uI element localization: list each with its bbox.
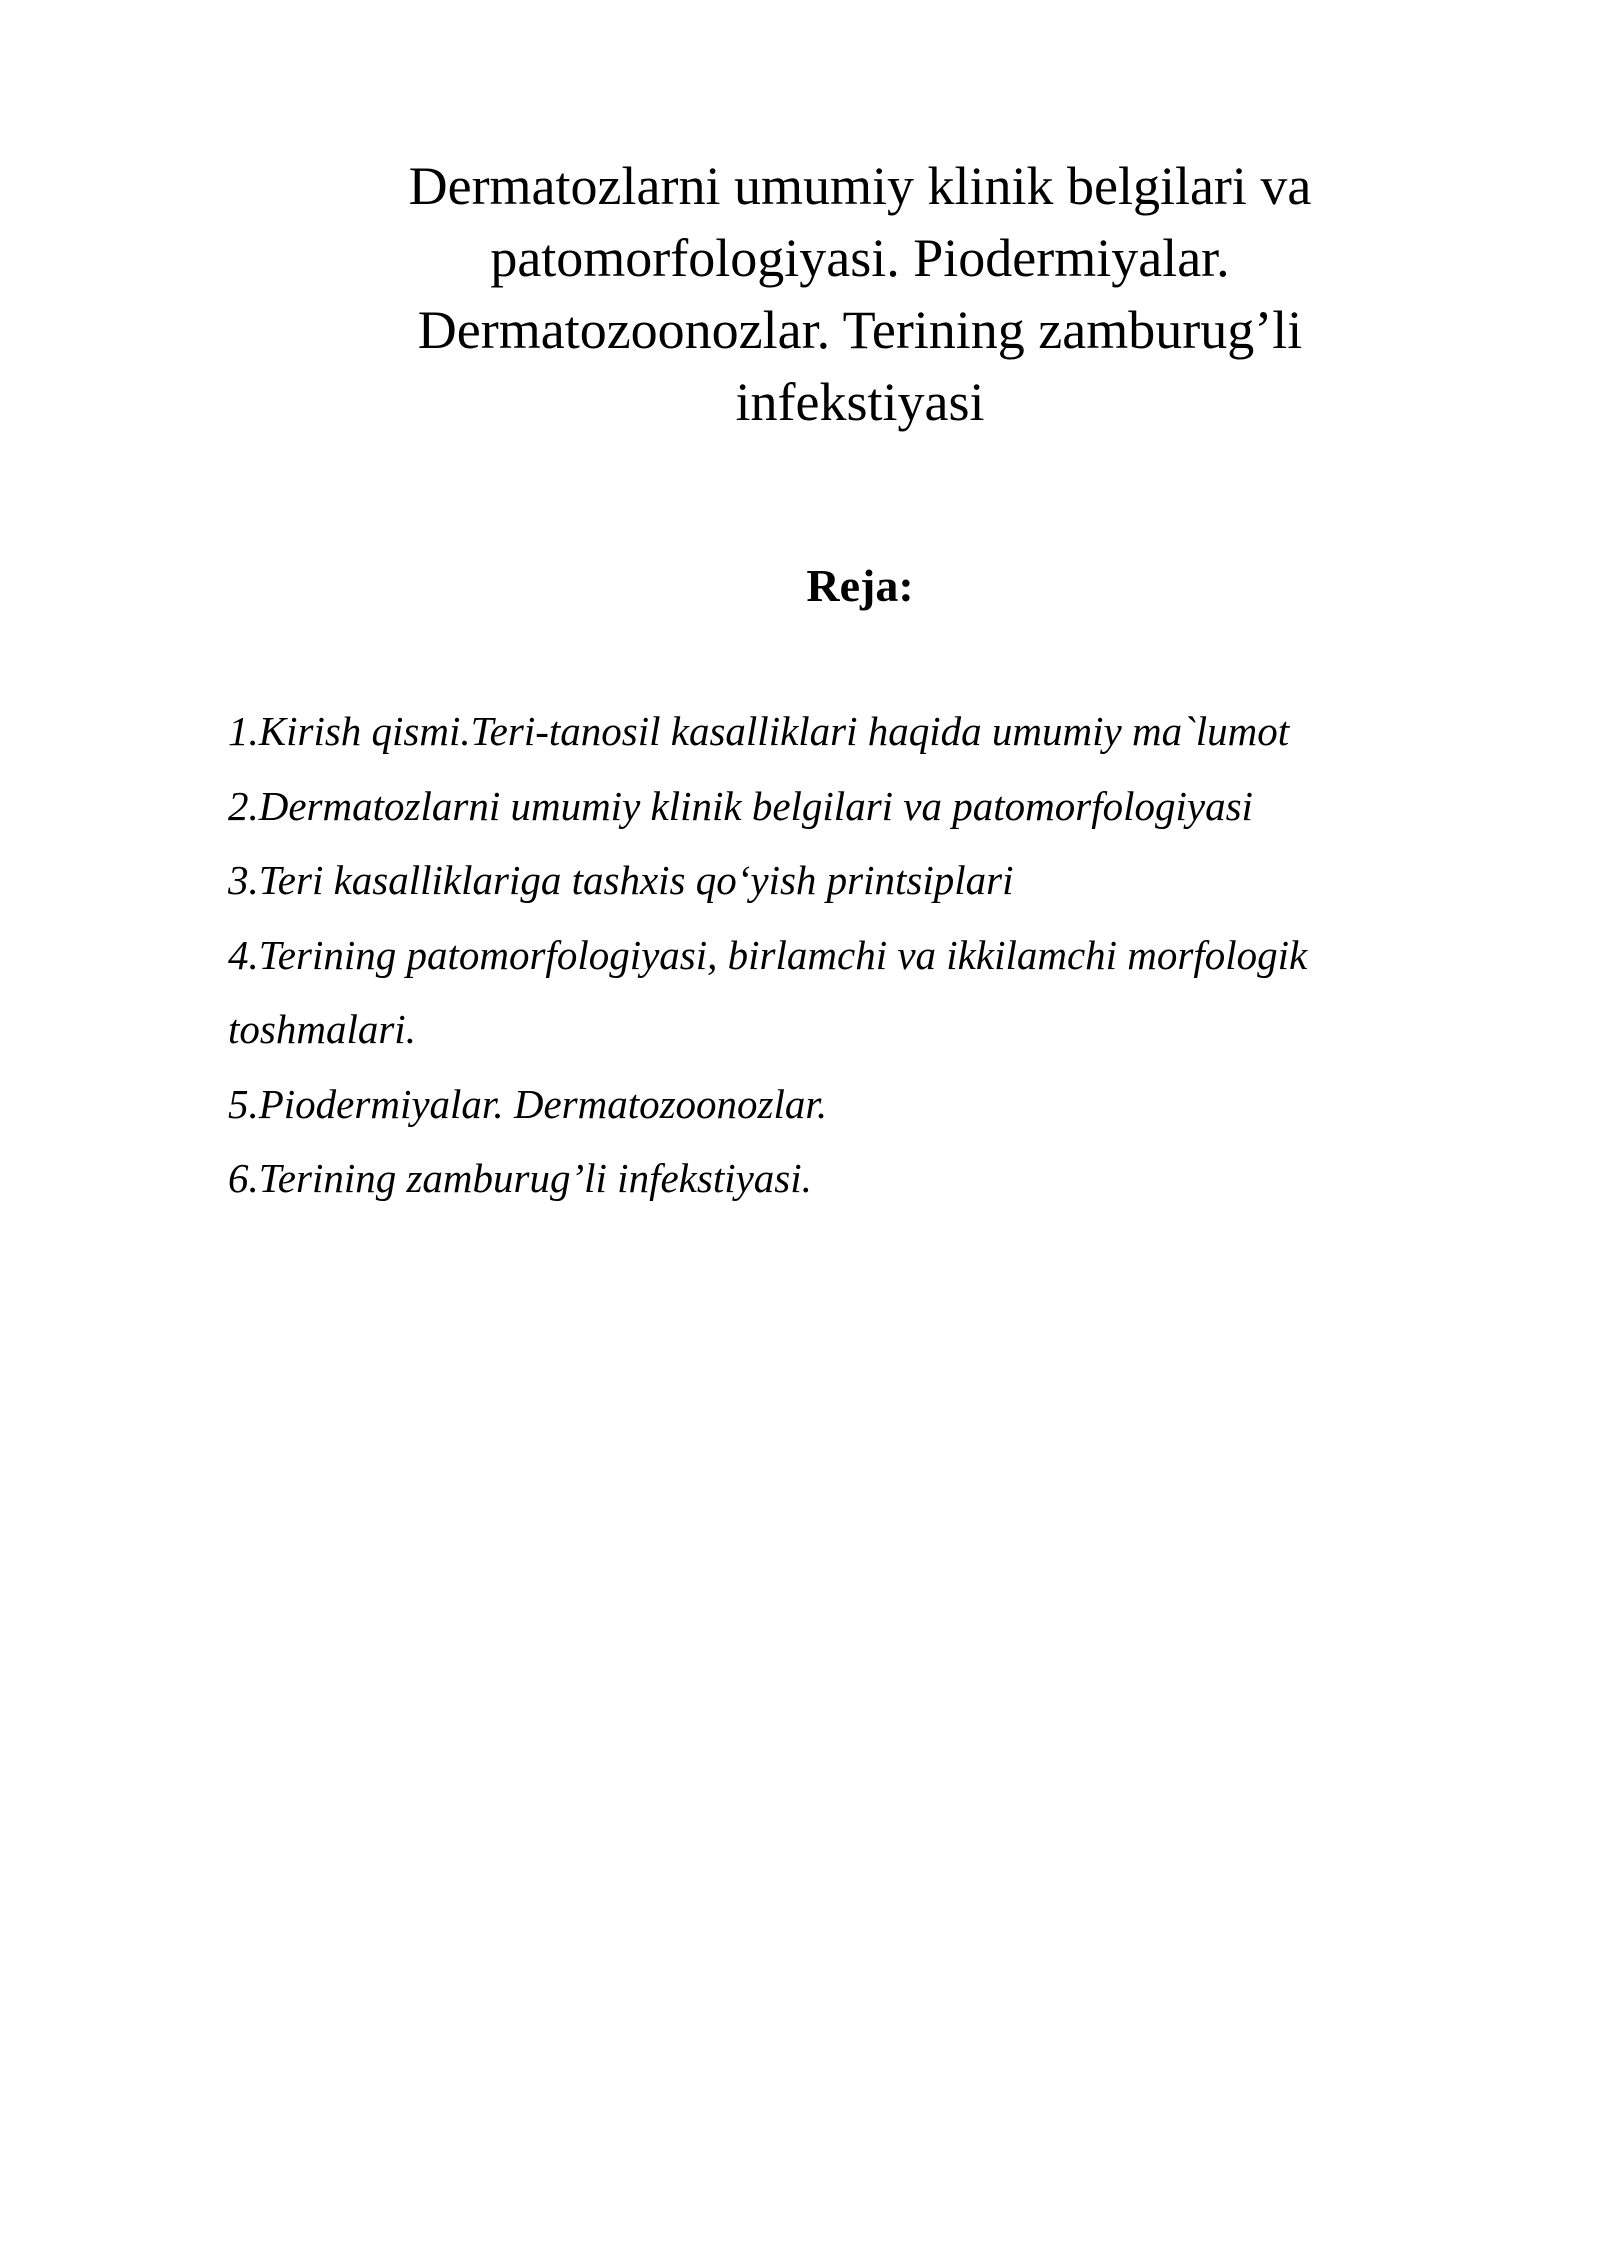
plan-item: 6.Terining zamburug’li infekstiyasi. (228, 1155, 812, 1201)
plan-item: 5.Piodermiyalar. Dermatozoonozlar. (228, 1080, 828, 1127)
plan-item: 4.Terining patomorfologiyasi, birlamchi va ikkilamchi morfologik (228, 931, 1308, 978)
document-title-line: patomorfologiyasi. Piodermiyalar. (490, 228, 1230, 288)
plan-heading: Reja: (806, 560, 914, 611)
document-title-line: infekstiyasi (735, 372, 985, 432)
document-title-line: Dermatozoonozlar. Terining zamburug’li (417, 300, 1303, 360)
plan-item-continuation: toshmalari. (228, 1006, 416, 1052)
plan-item: 3.Teri kasalliklariga tashxis qoʻyish printsiplari (228, 857, 1014, 903)
plan-item: 1.Kirish qismi.Teri-tanosil kasalliklari haqida umumiy ma`lumot (228, 708, 1290, 754)
plan-item: 2.Dermatozlarni umumiy klinik belgilari va patomorfologiyasi (228, 782, 1253, 829)
document-title (340, 150, 1380, 438)
plan-list (228, 694, 1428, 1216)
document-title-line: Dermatozlarni umumiy klinik belgilari va (408, 156, 1312, 216)
